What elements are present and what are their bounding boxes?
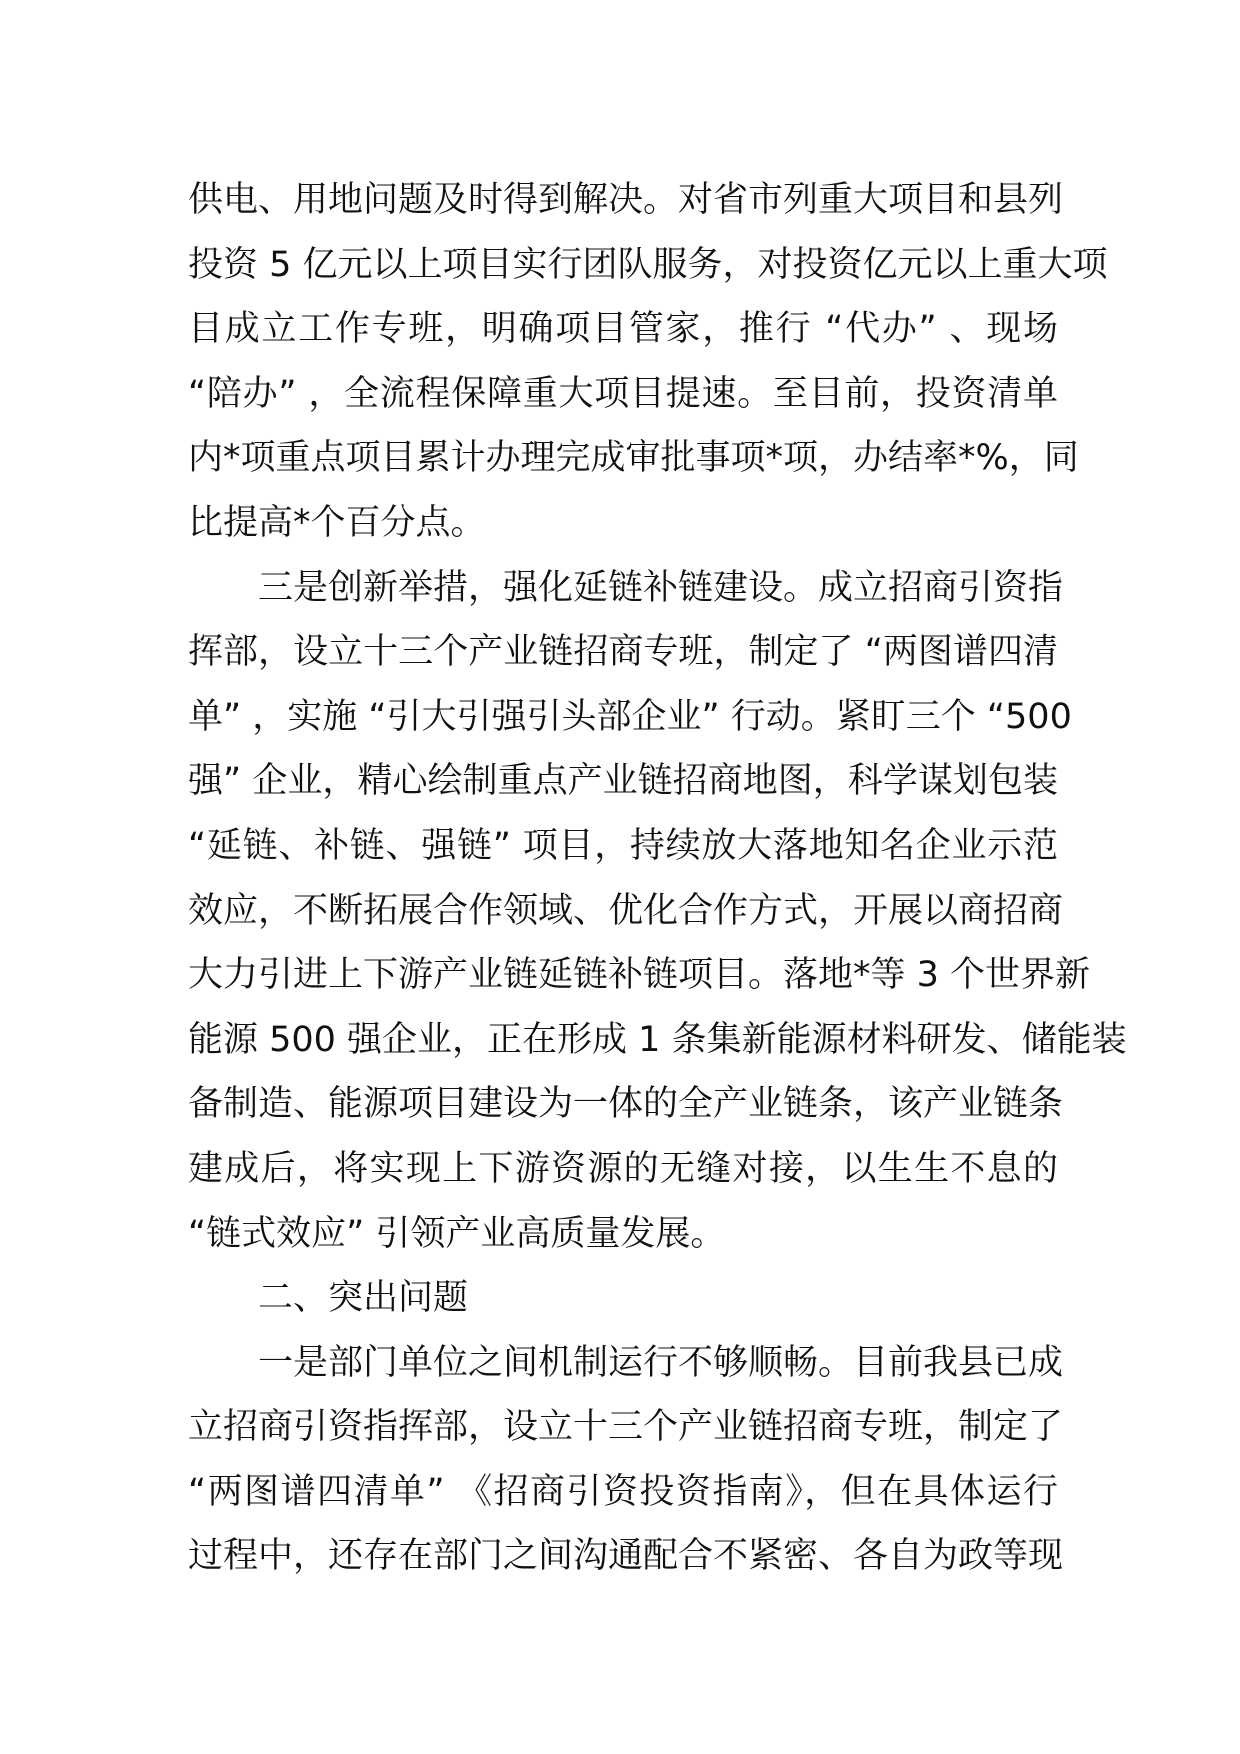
paragraph-start-line: 三是创新举措，强化延链补链建设。成立招商引资指	[258, 567, 1064, 608]
paragraph-start-line: 一是部门单位之间机制运行不够顺畅。目前我县已成	[258, 1342, 1064, 1383]
text-line: 比提高*个百分点。	[188, 502, 486, 543]
text-line: 建成后，将实现上下游资源的无缝对接，以生生不息的	[188, 1148, 1058, 1189]
text-line: 供电、用地问题及时得到解决。对省市列重大项目和县列	[188, 180, 1064, 220]
text-line: 单” ，实施 “引大引强引头部企业” 行动。紧盯三个 “500	[188, 696, 1072, 737]
text-line: 目成立工作专班，明确项目管家，推行 “代办” 、现场	[188, 309, 1058, 350]
text-line: 强” 企业，精心绘制重点产业链招商地图，科学谋划包装	[188, 761, 1058, 802]
text-line: “陪办” ，全流程保障重大项目提速。至目前，投资清单	[188, 373, 1058, 414]
text-line: 能源 500 强企业，正在形成 1 条集新能源材料研发、储能装	[188, 1019, 1127, 1060]
text-line: 效应，不断拓展合作领域、优化合作方式，开展以商招商	[188, 890, 1064, 931]
text-line: 大力引进上下游产业链延链补链项目。落地*等 3 个世界新	[188, 955, 1091, 996]
text-line: 挥部，设立十三个产业链招商专班，制定了 “两图谱四清	[188, 632, 1058, 673]
text-line: 内*项重点项目累计办理完成审批事项*项，办结率*%，同	[188, 438, 1079, 479]
text-line: “链式效应” 引领产业高质量发展。	[188, 1213, 726, 1254]
text-line: 过程中，还存在部门之间沟通配合不紧密、各自为政等现	[188, 1536, 1064, 1577]
text-line: 投资 5 亿元以上项目实行团队服务，对投资亿元以上重大项	[188, 244, 1108, 285]
body-text	[188, 168, 1127, 1589]
section-heading: 二、突出问题	[258, 1278, 469, 1319]
text-line: “延链、补链、强链” 项目，持续放大落地知名企业示范	[188, 825, 1058, 866]
text-line: “两图谱四清单” 《招商引资投资指南》，但在具体运行	[188, 1471, 1058, 1512]
text-line: 立招商引资指挥部，设立十三个产业链招商专班，制定了	[188, 1407, 1064, 1448]
text-line: 备制造、能源项目建设为一体的全产业链条，该产业链条	[188, 1084, 1064, 1125]
